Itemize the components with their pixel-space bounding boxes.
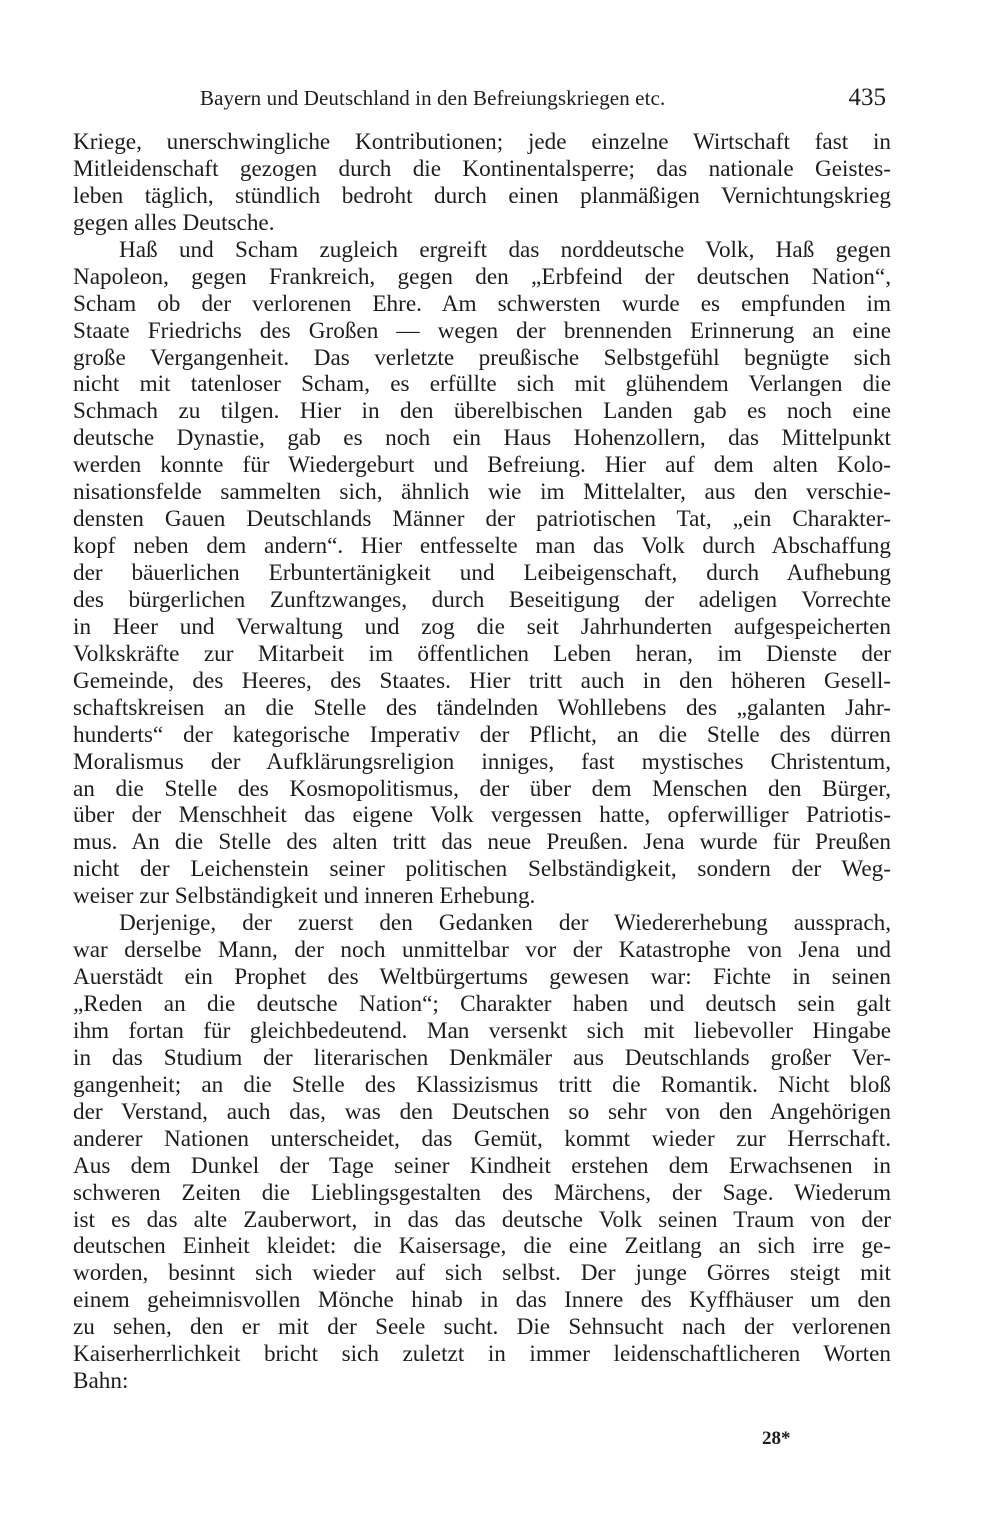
text-line: Kriege, unerschwingliche Kontributionen; jede einzelne Wirtschaft fast in xyxy=(73,129,891,155)
text-line: Mitleidenschaft gezogen durch die Kontinentalsperre; das nationale Geistes- xyxy=(73,155,891,182)
text-line: kopf neben dem andern“. Hier entfesselte man das Volk durch Abschaffung xyxy=(73,533,891,560)
text-line: des bürgerlichen Zunftzwanges, durch Beseitigung der adeligen Vorrechte xyxy=(73,586,891,613)
text-line: Napoleon, gegen Frankreich, gegen den „Erbfeind der deutschen Nation“, xyxy=(73,263,891,290)
text-line: werden konnte für Wiedergeburt und Befreiung. Hier auf dem alten Kolo- xyxy=(73,452,891,479)
text-line: gegen alles Deutsche. xyxy=(73,209,275,236)
text-line: an die Stelle des Kosmopolitismus, der über dem Menschen den Bürger, xyxy=(73,775,891,802)
text-line: war derselbe Mann, der noch unmittelbar vor der Katastrophe von Jena und xyxy=(73,937,891,964)
paragraph-1 xyxy=(73,129,891,237)
text-line: Moralismus der Aufklärungsreligion inniges, fast mystisches Christentum, xyxy=(73,748,891,775)
body-text xyxy=(73,129,891,1395)
text-line: anderer Nationen unterscheidet, das Gemüt, kommt wieder zur Herrschaft. xyxy=(73,1125,891,1152)
text-line: ihm fortan für gleichbedeutend. Man versenkt sich mit liebevoller Hingabe xyxy=(73,1017,891,1044)
text-line: Gemeinde, des Heeres, des Staates. Hier tritt auch in den höheren Gesell- xyxy=(73,667,891,694)
text-line: nicht mit tatenloser Scham, es erfüllte sich mit glühendem Verlangen die xyxy=(73,371,891,398)
text-line: mus. An die Stelle des alten tritt das neue Preußen. Jena wurde für Preußen xyxy=(73,829,891,856)
text-line: Volkskräfte zur Mitarbeit im öffentlichen Leben heran, im Dienste der xyxy=(73,640,891,667)
text-line: Auerstädt ein Prophet des Weltbürgertums gewesen war: Fichte in seinen xyxy=(73,964,891,991)
running-head xyxy=(200,84,890,118)
text-line: über der Menschheit das eigene Volk vergessen hatte, opferwilliger Patriotis- xyxy=(73,802,891,829)
text-line: große Vergangenheit. Das verletzte preußische Selbstgefühl begnügte sich xyxy=(73,344,891,371)
text-line: Haß und Scham zugleich ergreift das norddeutsche Volk, Haß gegen xyxy=(119,236,891,263)
text-line: nicht der Leichenstein seiner politischen Selbständigkeit, sondern der Weg- xyxy=(73,856,891,883)
text-line: deutsche Dynastie, gab es noch ein Haus Hohenzollern, das Mittelpunkt xyxy=(73,425,891,452)
text-line: deutschen Einheit kleidet: die Kaisersage, die eine Zeitlang an sich irre ge- xyxy=(73,1233,891,1260)
text-line: der Verstand, auch das, was den Deutschen so sehr von den Angehörigen xyxy=(73,1098,891,1125)
page-number: 435 xyxy=(848,84,886,111)
paragraph-3 xyxy=(73,910,891,1395)
text-line: nisationsfelde sammelten sich, ähnlich wie im Mittelalter, aus den verschie- xyxy=(73,479,891,506)
text-line: in Heer und Verwaltung und zog die seit Jahrhunderten aufgespeicherten xyxy=(73,613,891,640)
text-line: Staate Friedrichs des Großen — wegen der brennenden Erinnerung an eine xyxy=(73,317,891,344)
signature-mark: 28* xyxy=(762,1428,791,1449)
text-line: weiser zur Selbständigkeit und inneren Erhebung. xyxy=(73,883,536,910)
text-line: Scham ob der verlorenen Ehre. Am schwersten wurde es empfunden im xyxy=(73,290,891,317)
text-line: schweren Zeiten die Lieblingsgestalten des Märchens, der Sage. Wiederum xyxy=(73,1179,891,1206)
text-line: Derjenige, der zuerst den Gedanken der Wiedererhebung aussprach, xyxy=(119,910,891,937)
paragraph-2 xyxy=(73,237,891,910)
text-line: hunderts“ der kategorische Imperativ der Pflicht, an die Stelle des dürren xyxy=(73,721,891,748)
text-line: ist es das alte Zauberwort, in das das deutsche Volk seinen Traum von der xyxy=(73,1206,891,1233)
text-line: einem geheimnisvollen Mönche hinab in das Innere des Kyffhäuser um den xyxy=(73,1287,891,1314)
running-title: Bayern und Deutschland in den Befreiungskriegen etc. xyxy=(200,86,666,110)
text-line: „Reden an die deutsche Nation“; Charakter haben und deutsch sein galt xyxy=(73,991,891,1017)
text-line: der bäuerlichen Erbuntertänigkeit und Leibeigenschaft, durch Aufhebung xyxy=(73,560,891,586)
text-line: Bahn: xyxy=(73,1368,129,1395)
text-line: Aus dem Dunkel der Tage seiner Kindheit erstehen dem Erwachsenen in xyxy=(73,1152,891,1179)
text-line: zu sehen, den er mit der Seele sucht. Die Sehnsucht nach der verlorenen xyxy=(73,1314,891,1341)
text-line: Schmach zu tilgen. Hier in den überelbischen Landen gab es noch eine xyxy=(73,398,891,425)
text-line: worden, besinnt sich wieder auf sich selbst. Der junge Görres steigt mit xyxy=(73,1260,891,1287)
text-line: schaftskreisen an die Stelle des tändelnden Wohllebens des „galanten Jahr- xyxy=(73,694,891,721)
text-line: Kaiserherrlichkeit bricht sich zuletzt in immer leidenschaftlicheren Worten xyxy=(73,1341,891,1368)
text-line: densten Gauen Deutschlands Männer der patriotischen Tat, „ein Charakter- xyxy=(73,506,891,533)
text-line: gangenheit; an die Stelle des Klassizismus tritt die Romantik. Nicht bloß xyxy=(73,1071,891,1098)
text-line: in das Studium der literarischen Denkmäler aus Deutschlands großer Ver- xyxy=(73,1044,891,1071)
text-line: leben täglich, stündlich bedroht durch einen planmäßigen Vernichtungskrieg xyxy=(73,182,891,209)
